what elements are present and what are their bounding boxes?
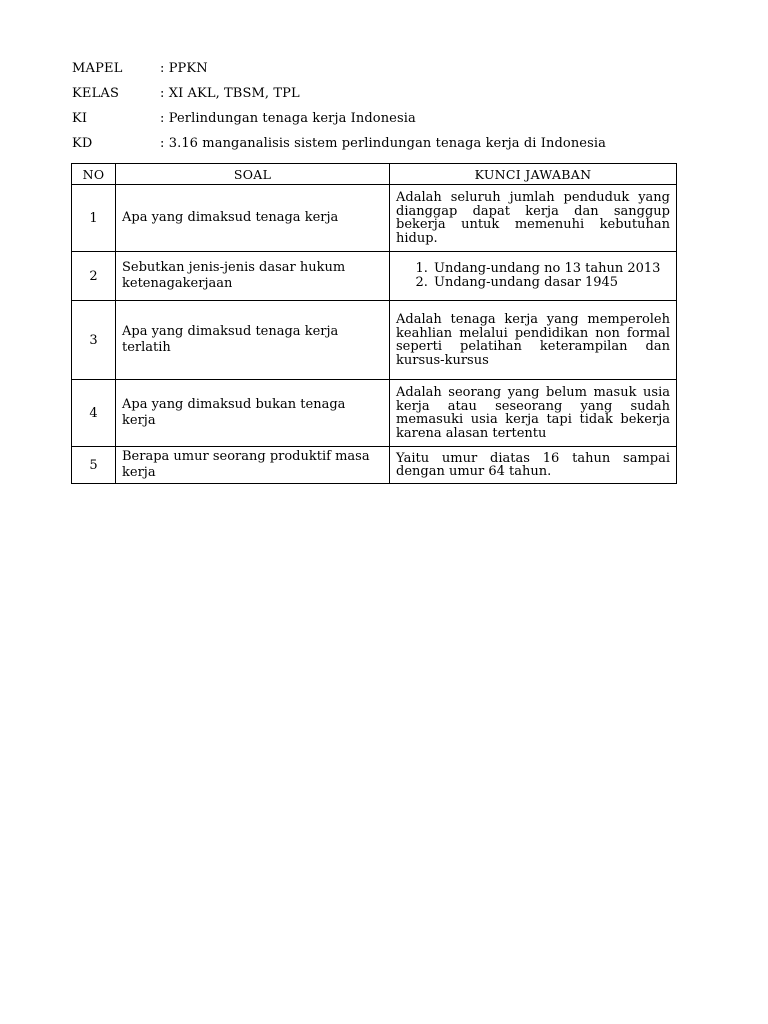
header-row-ki [72,110,692,135]
question-answer-table [71,163,677,484]
row-number: 4 [72,380,116,447]
answer-list-item: 2. Undang-undang dasar 1945 [432,276,670,290]
answer-cell: Adalah tenaga kerja yang memperoleh keahlian melalui pendidikan non formal seperti pelatihan keterampilan dan kursus-kursus [390,301,677,380]
row-number: 5 [72,447,116,484]
row-number: 2 [72,252,116,301]
answer-cell: Yaitu umur diatas 16 tahun sampai dengan umur 64 tahun. [390,447,677,484]
row-number: 1 [72,185,116,252]
table-row [72,380,677,447]
question-cell: Apa yang dimaksud tenaga kerja [116,185,390,252]
answer-cell: Adalah seorang yang belum masuk usia kerja atau seseorang yang sudah memasuki usia kerja tapi tidak bekerja karena alasan tertentu [390,380,677,447]
question-cell: Berapa umur seorang produktif masa kerja [116,447,390,484]
column-header-soal: SOAL [116,164,390,185]
header-label: KI [72,111,88,126]
header-row-mapel [72,60,692,85]
header-value: : XI AKL, TBSM, TPL [160,86,300,101]
header-label: KD [72,136,93,151]
answer-list [396,262,670,290]
row-number: 3 [72,301,116,380]
header-row-kelas [72,85,692,110]
answer-cell: Adalah seluruh jumlah penduduk yang dianggap dapat kerja dan sanggup bekerja untuk memenuhi kebutuhan hidup. [390,185,677,252]
document-header [72,60,692,160]
table-row [72,301,677,380]
column-header-kunci: KUNCI JAWABAN [390,164,677,185]
question-cell: Sebutkan jenis-jenis dasar hukum ketenagakerjaan [116,252,390,301]
table-header-row [72,164,677,185]
header-row-kd [72,135,692,160]
header-value: : PPKN [160,61,208,76]
answer-list-item: 1. Undang-undang no 13 tahun 2013 [432,262,670,276]
question-cell: Apa yang dimaksud tenaga kerja terlatih [116,301,390,380]
question-cell: Apa yang dimaksud bukan tenaga kerja [116,380,390,447]
header-label: MAPEL [72,61,123,76]
column-header-no: NO [72,164,116,185]
answer-cell [390,252,677,301]
header-value: : 3.16 manganalisis sistem perlindungan tenaga kerja di Indonesia [160,136,606,151]
table-row [72,252,677,301]
header-label: KELAS [72,86,120,101]
header-value: : Perlindungan tenaga kerja Indonesia [160,111,416,126]
table-row [72,447,677,484]
table-row [72,185,677,252]
